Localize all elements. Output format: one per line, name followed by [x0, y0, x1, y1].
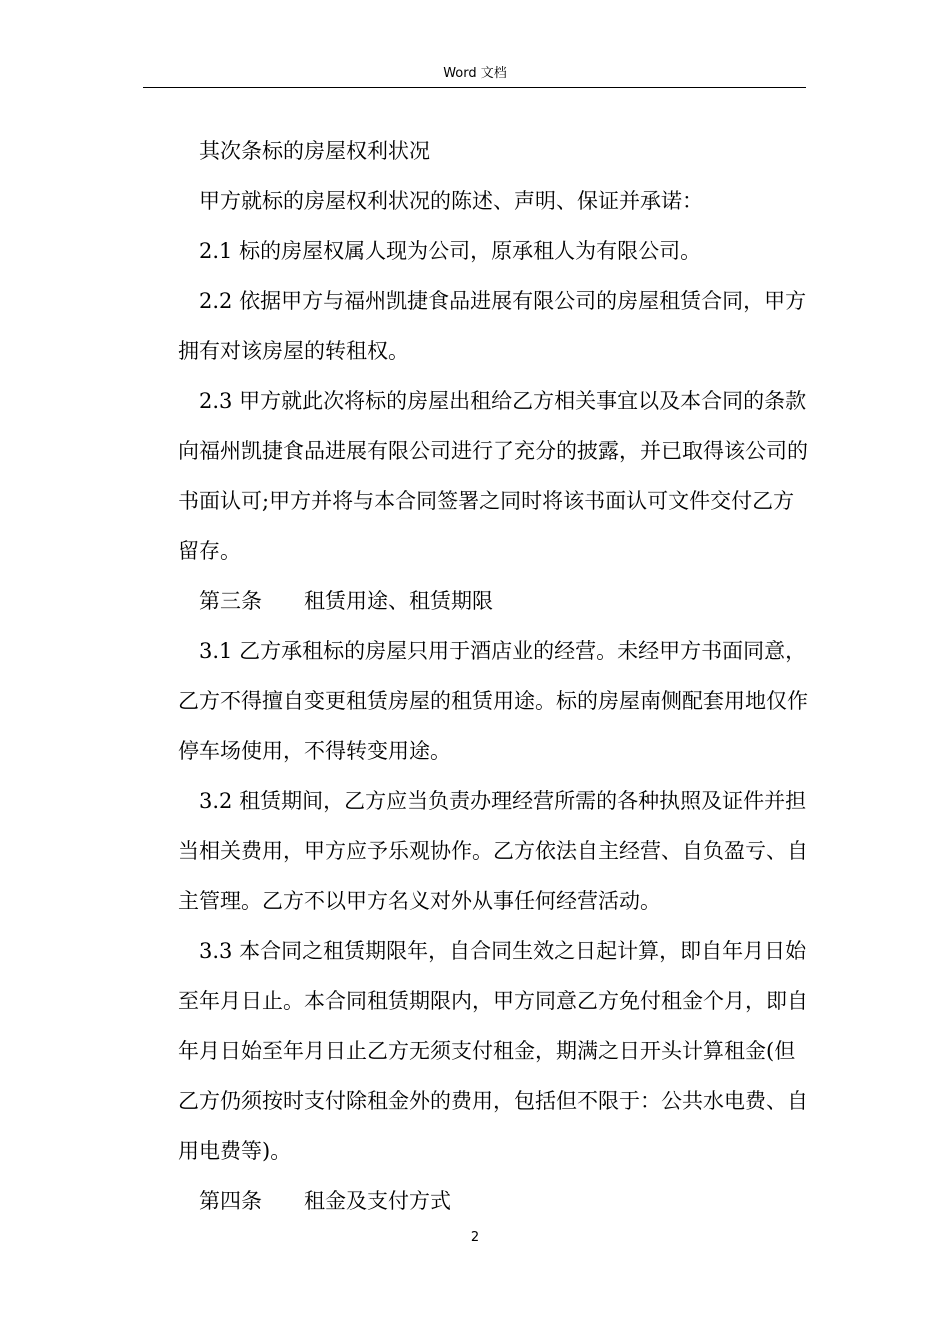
paragraph-2-2: 2.2 依据甲方与福州凯捷食品进展有限公司的房屋租赁合同，甲方拥有对该房屋的转租权。 [178, 289, 807, 363]
paragraph-2-3: 2.3 甲方就此次将标的房屋出租给乙方相关事宜以及本合同的条款向福州凯捷食品进展有限公司进行了充分的披露，并已取得该公司的书面认可;甲方并将与本合同签署之同时将该书面认可文件交付乙方留存。 [178, 389, 808, 563]
page-number: 2 [470, 1230, 480, 1245]
header-divider [143, 87, 806, 88]
document-body [178, 126, 808, 1226]
paragraph-warranty-intro: 甲方就标的房屋权利状况的陈述、声明、保证并承诺： [199, 189, 703, 213]
page-header: Word 文档 [443, 66, 507, 81]
article-4-heading: 第四条 租金及支付方式 [199, 1189, 451, 1213]
paragraph-3-3: 3.3 本合同之租赁期限年，自合同生效之日起计算，即自年月日始至年月日止。本合同租赁期限内，甲方同意乙方免付租金个月，即自年月日始至年月日止乙方无须支付租金，期满之日开头计算租金(但乙方仍须按时支付除租金外的费用，包括但不限于：公共水电费、自用电费等)。 [178, 939, 808, 1163]
paragraph-2-1: 2.1 标的房屋权属人现为公司，原承租人为有限公司。 [199, 239, 702, 263]
article-3-heading: 第三条 租赁用途、租赁期限 [199, 589, 493, 613]
paragraph-3-1: 3.1 乙方承租标的房屋只用于酒店业的经营。未经甲方书面同意，乙方不得擅自变更租赁房屋的租赁用途。标的房屋南侧配套用地仅作停车场使用，不得转变用途。 [178, 639, 808, 763]
paragraph-article-2-title: 其次条标的房屋权利状况 [199, 139, 430, 163]
paragraph-3-2: 3.2 租赁期间，乙方应当负责办理经营所需的各种执照及证件并担当相关费用，甲方应予乐观协作。乙方依法自主经营、自负盈亏、自主管理。乙方不以甲方名义对外从事任何经营活动。 [178, 789, 808, 913]
